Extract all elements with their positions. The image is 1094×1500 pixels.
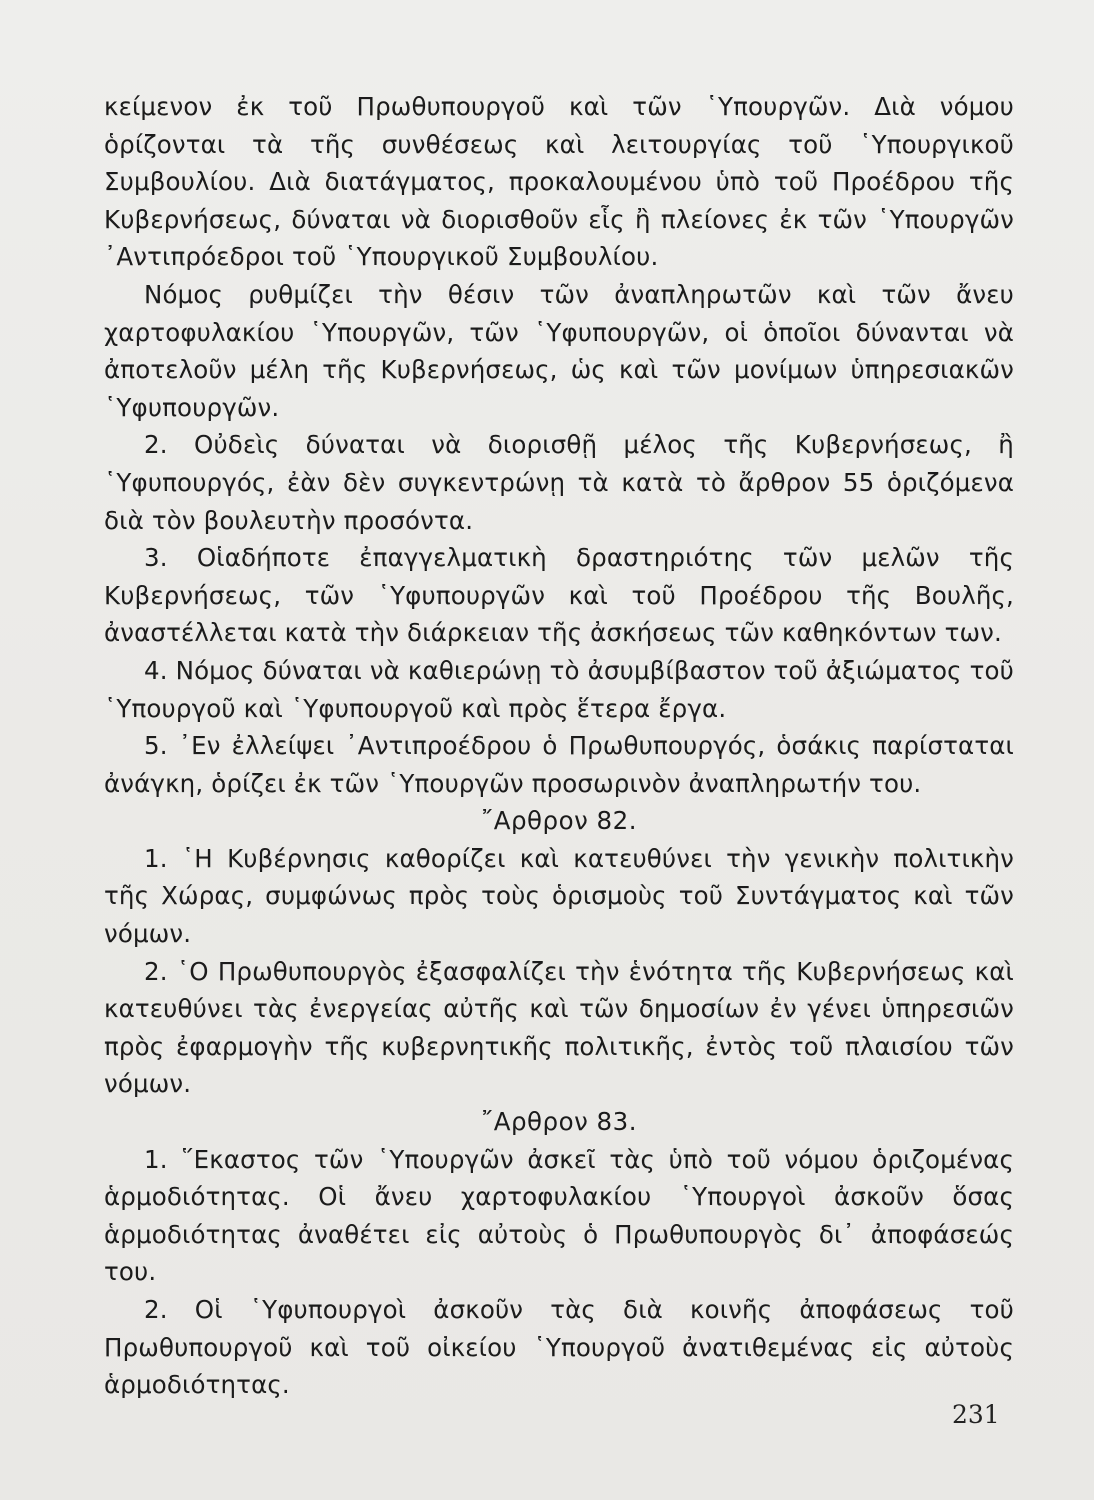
paragraph-2-appointment: 2. Οὐδεὶς δύναται νὰ διορισθῇ μέλος τῆς Κυβερνήσεως, ἢ ῾Υφυπουργός, ἐὰν δὲν συγκεντρώνῃ τὰ κατὰ τὸ ἄρθρον 55 ὁριζόμενα διὰ τὸν βουλευτὴν προσόντα.: [104, 430, 1014, 535]
paragraph-3-professional-activity: 3. Οἱαδήποτε ἐπαγγελματικὴ δραστηριότης τῶν μελῶν τῆς Κυβερνήσεως, τῶν ῾Υφυπουργῶν καὶ τοῦ Προέδρου τῆς Βουλῆς, ἀναστέλλεται κατὰ τὴν διάρκειαν τῆς ἀσκήσεως τῶν καθηκόντων των.: [104, 543, 1014, 648]
paragraph-continuation: κείμενον ἐκ τοῦ Πρωθυπουργοῦ καὶ τῶν ῾Υπουργῶν. Διὰ νόμου ὁρίζονται τὰ τῆς συνθέσεως καὶ λειτουργίας τοῦ ῾Υπουργικοῦ Συμβουλίου. Διὰ διατάγματος, προκαλουμένου ὑπὸ τοῦ Προέδρου τῆς Κυβερνήσεως, δύναται νὰ διορισθοῦν εἷς ἢ πλείονες ἐκ τῶν ῾Υπουργῶν ᾿Αντιπρόεδροι τοῦ ῾Υπουργικοῦ Συμβουλίου.: [104, 92, 1014, 272]
article-83-paragraph-1: 1. ῞Εκαστος τῶν ῾Υπουργῶν ἀσκεῖ τὰς ὑπὸ τοῦ νόμου ὁριζομένας ἁρμοδιότητας. Οἱ ἄνευ χαρτοφυλακίου ῾Υπουργοὶ ἀσκοῦν ὅσας ἁρμοδιότητας ἀναθέτει εἰς αὐτοὺς ὁ Πρωθυπουργὸς δι᾿ ἀποφάσεώς του.: [104, 1144, 1014, 1287]
paragraph-deputy-ministers: Νόμος ρυθμίζει τὴν θέσιν τῶν ἀναπληρωτῶν καὶ τῶν ἄνευ χαρτοφυλακίου ῾Υπουργῶν, τῶν ῾Υφυπουργῶν, οἱ ὁποῖοι δύνανται νὰ ἀποτελοῦν μέλη τῆς Κυβερνήσεως, ὡς καὶ τῶν μονίμων ὑπηρεσιακῶν ῾Υφυπουργῶν.: [104, 279, 1014, 422]
article-82-heading: ῎Αρθρον 82.: [480, 806, 638, 836]
article-82-paragraph-2: 2. ῾Ο Πρωθυπουργὸς ἐξασφαλίζει τὴν ἑνότητα τῆς Κυβερνήσεως καὶ κατευθύνει τὰς ἐνεργείας αὐτῆς καὶ τῶν δημοσίων ἐν γένει ὑπηρεσιῶν πρὸς ἐφαρμογὴν τῆς κυβερνητικῆς πολιτικῆς, ἐντὸς τοῦ πλαισίου τῶν νόμων.: [104, 956, 1014, 1099]
paragraph-4-incompatibility: 4. Νόμος δύναται νὰ καθιερώνῃ τὸ ἀσυμβίβαστον τοῦ ἀξιώματος τοῦ ῾Υπουργοῦ καὶ ῾Υφυπουργοῦ καὶ πρὸς ἕτερα ἔργα.: [104, 655, 1014, 723]
article-83-paragraph-2: 2. Οἱ ῾Υφυπουργοὶ ἀσκοῦν τὰς διὰ κοινῆς ἀποφάσεως τοῦ Πρωθυπουργοῦ καὶ τοῦ οἰκείου ῾Υπουργοῦ ἀνατιθεμένας εἰς αὐτοὺς ἁρμοδιότητας.: [104, 1295, 1014, 1400]
page-number: 231: [952, 1400, 1000, 1429]
document-body: [104, 88, 1014, 1404]
article-82-paragraph-1: 1. ῾Η Κυβέρνησις καθορίζει καὶ κατευθύνει τὴν γενικὴν πολιτικὴν τῆς Χώρας, συμφώνως πρὸς τοὺς ὁρισμοὺς τοῦ Συντάγματος καὶ τῶν νόμων.: [104, 843, 1014, 949]
paragraph-5-substitute: 5. ᾿Εν ἐλλείψει ᾿Αντιπροέδρου ὁ Πρωθυπουργός, ὁσάκις παρίσταται ἀνάγκη, ὁρίζει ἐκ τῶν ῾Υπουργῶν προσωρινὸν ἀναπληρωτήν του.: [104, 731, 1014, 798]
article-83-heading: ῎Αρθρον 83.: [480, 1107, 638, 1137]
